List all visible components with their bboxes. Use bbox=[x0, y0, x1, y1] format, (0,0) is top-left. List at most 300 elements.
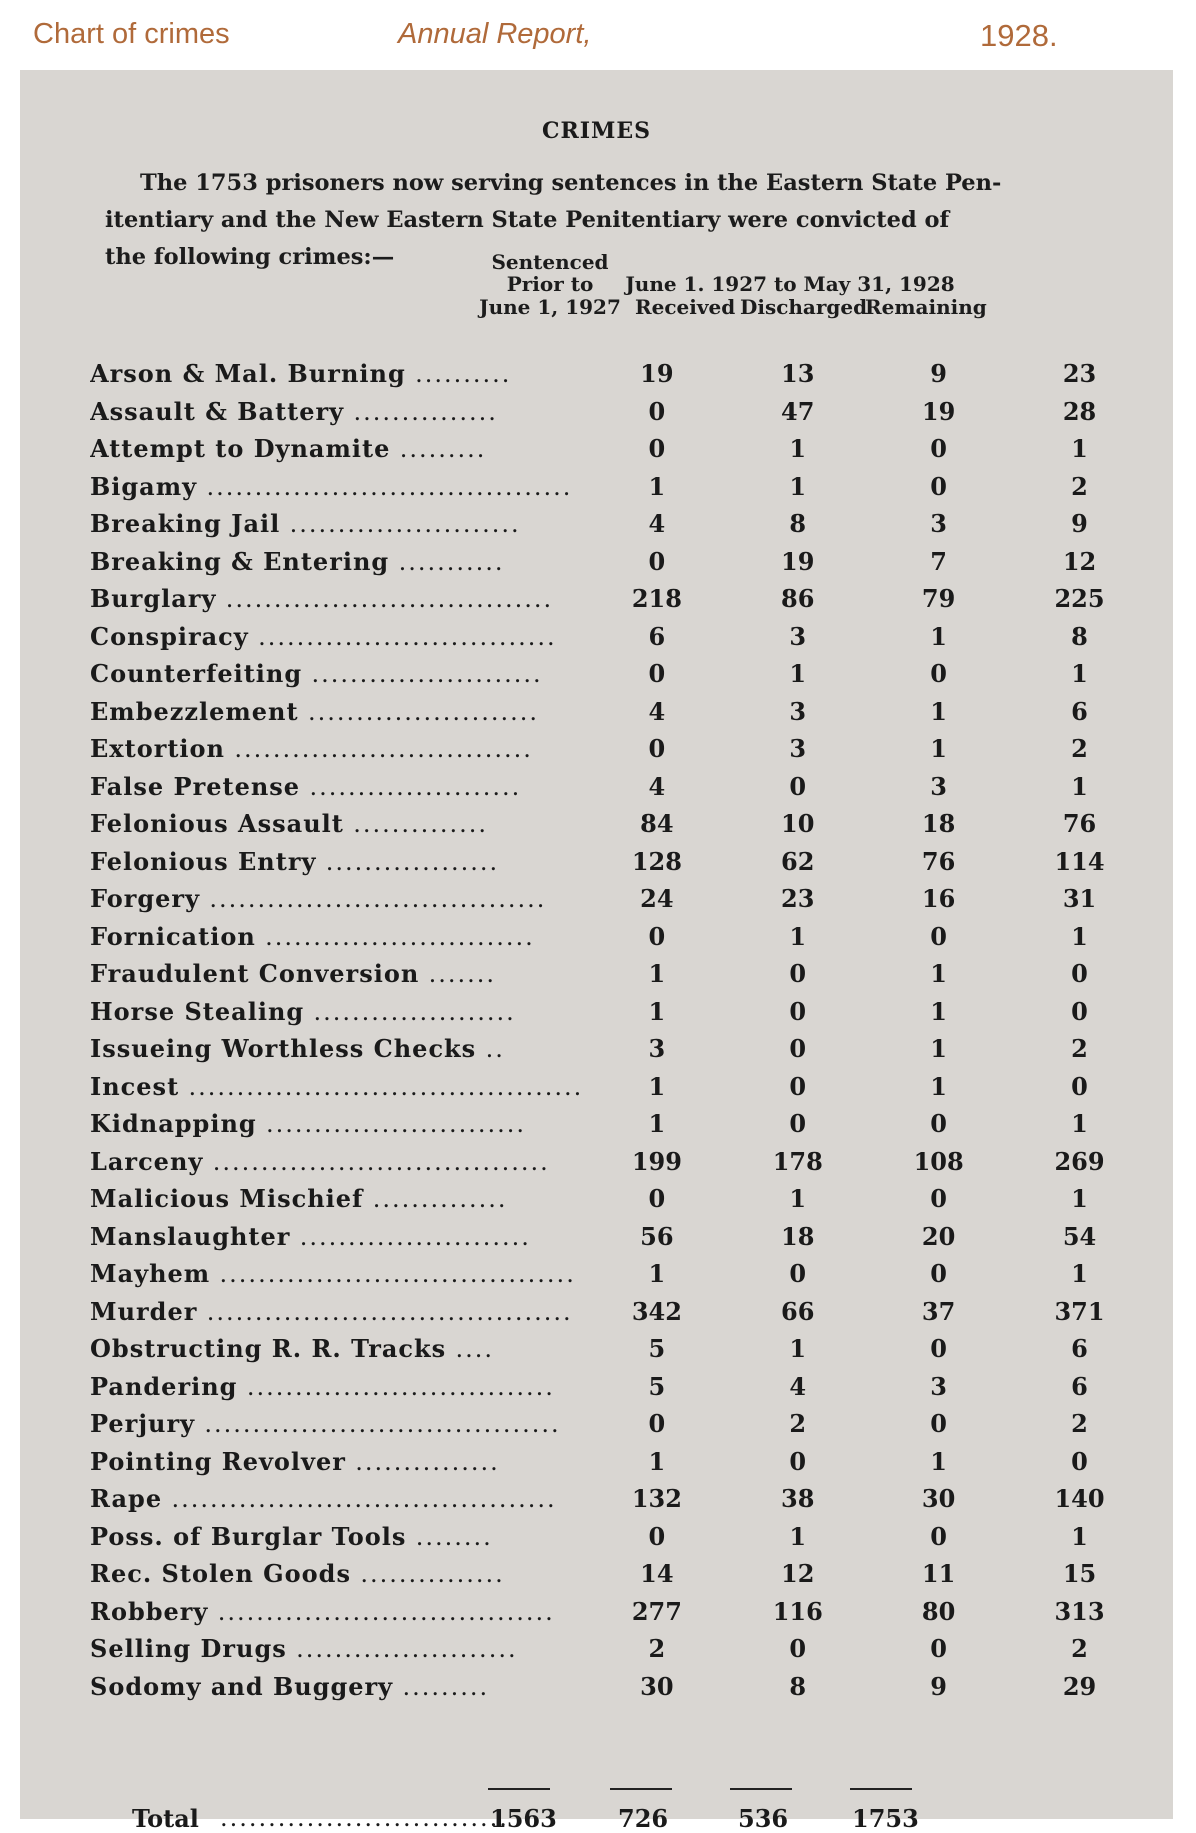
prior-cell: 4 bbox=[648, 771, 666, 801]
col-header-received: Received bbox=[635, 295, 736, 319]
received-cell: 0 bbox=[789, 1259, 807, 1289]
total-prior: 1563 bbox=[490, 1804, 557, 1833]
discharged-cell: 18 bbox=[921, 809, 956, 839]
received-cell: 0 bbox=[789, 771, 807, 801]
remaining-cell: 1 bbox=[1071, 1259, 1088, 1289]
prior-cell: 1 bbox=[648, 1259, 666, 1289]
crime-name-cell bbox=[90, 1218, 586, 1256]
discharged-cell: 11 bbox=[921, 1559, 956, 1589]
prior-cell: 0 bbox=[648, 396, 666, 426]
received-cell: 0 bbox=[789, 1071, 807, 1101]
crime-name: Felonious Assault bbox=[90, 809, 344, 839]
remaining-cell: 313 bbox=[1054, 1596, 1105, 1626]
remaining-cell: 2 bbox=[1071, 1034, 1088, 1064]
leader-dots: ........................ bbox=[299, 1222, 531, 1251]
crime-name: Felonious Entry bbox=[90, 846, 317, 876]
remaining-cell: 2 bbox=[1071, 471, 1088, 501]
remaining-cell: 1 bbox=[1071, 1184, 1088, 1214]
header-year: 1928. bbox=[980, 18, 1058, 53]
crime-name-cell bbox=[90, 355, 586, 393]
received-cell: 19 bbox=[781, 546, 815, 576]
header-left-text: Chart of crimes bbox=[33, 18, 230, 50]
prior-cell: 84 bbox=[640, 809, 674, 839]
received-cell: 13 bbox=[781, 359, 815, 389]
discharged-cell: 0 bbox=[930, 1334, 947, 1364]
table-row bbox=[90, 543, 1150, 581]
total-rule bbox=[730, 1788, 792, 1790]
prior-cell: 5 bbox=[648, 1371, 666, 1401]
crime-name: Forgery bbox=[90, 884, 201, 914]
crime-name: Larceny bbox=[90, 1146, 204, 1176]
remaining-cell: 6 bbox=[1071, 1334, 1088, 1364]
crime-name-cell bbox=[90, 1630, 586, 1668]
remaining-cell: 6 bbox=[1071, 696, 1088, 726]
received-cell: 1 bbox=[789, 1184, 807, 1214]
prior-cell: 1 bbox=[648, 959, 666, 989]
received-cell: 86 bbox=[781, 584, 815, 614]
prior-cell: 128 bbox=[631, 846, 682, 876]
crime-name: Selling Drugs bbox=[90, 1634, 287, 1664]
remaining-cell: 23 bbox=[1062, 359, 1097, 389]
leader-dots: ................................ bbox=[246, 1372, 555, 1401]
leader-dots: ................................... bbox=[212, 1147, 550, 1176]
table-row bbox=[90, 1630, 1150, 1668]
received-cell: 66 bbox=[781, 1296, 815, 1326]
prior-cell: 0 bbox=[648, 546, 666, 576]
discharged-cell: 3 bbox=[930, 509, 947, 539]
remaining-cell: 0 bbox=[1071, 959, 1088, 989]
remaining-cell: 0 bbox=[1071, 996, 1088, 1026]
crime-name-cell bbox=[90, 430, 586, 468]
table-row bbox=[90, 1443, 1150, 1481]
crime-name-cell bbox=[90, 768, 586, 806]
leader-dots: .... bbox=[455, 1335, 495, 1364]
prior-cell: 14 bbox=[640, 1559, 674, 1589]
received-cell: 47 bbox=[781, 396, 815, 426]
discharged-cell: 108 bbox=[913, 1146, 964, 1176]
remaining-cell: 12 bbox=[1062, 546, 1097, 576]
crime-name: Fraudulent Conversion bbox=[90, 959, 420, 989]
received-cell: 0 bbox=[789, 1446, 807, 1476]
total-label: Total bbox=[132, 1804, 199, 1833]
leader-dots: ...................... bbox=[309, 772, 522, 801]
remaining-cell: 371 bbox=[1054, 1296, 1105, 1326]
received-cell: 1 bbox=[789, 1334, 807, 1364]
table-row bbox=[90, 880, 1150, 918]
table-row bbox=[90, 1518, 1150, 1556]
crime-name: Fornication bbox=[90, 921, 256, 951]
crime-name-cell bbox=[90, 468, 586, 506]
crime-name: Conspiracy bbox=[90, 621, 249, 651]
table-row bbox=[90, 993, 1150, 1031]
table-row bbox=[90, 693, 1150, 731]
discharged-cell: 16 bbox=[921, 884, 956, 914]
leader-dots: ........... bbox=[398, 547, 505, 576]
table-row bbox=[90, 1030, 1150, 1068]
received-cell: 12 bbox=[781, 1559, 815, 1589]
remaining-cell: 2 bbox=[1071, 1409, 1088, 1439]
remaining-cell: 1 bbox=[1071, 1521, 1088, 1551]
received-cell: 4 bbox=[789, 1371, 807, 1401]
discharged-cell: 20 bbox=[921, 1221, 956, 1251]
prior-cell: 30 bbox=[640, 1671, 674, 1701]
col-header-remaining: Remaining bbox=[865, 295, 987, 319]
remaining-cell: 6 bbox=[1071, 1371, 1088, 1401]
crime-name: Breaking Jail bbox=[90, 509, 281, 539]
discharged-cell: 9 bbox=[930, 359, 947, 389]
leader-dots: ........................ bbox=[311, 660, 543, 689]
intro-paragraph bbox=[105, 165, 1135, 276]
received-cell: 2 bbox=[789, 1409, 807, 1439]
crime-name-cell bbox=[90, 1443, 586, 1481]
discharged-cell: 0 bbox=[930, 434, 947, 464]
crime-name: Rec. Stolen Goods bbox=[90, 1559, 351, 1589]
table-row bbox=[90, 430, 1150, 468]
table-row bbox=[90, 1143, 1150, 1181]
received-cell: 1 bbox=[789, 659, 807, 689]
leader-dots: .............. bbox=[372, 1185, 508, 1214]
crime-name-cell bbox=[90, 918, 586, 956]
crime-name-cell bbox=[90, 618, 586, 656]
prior-cell: 1 bbox=[648, 1071, 666, 1101]
col-header-discharged: Discharged bbox=[740, 295, 868, 319]
remaining-cell: 29 bbox=[1062, 1671, 1097, 1701]
crime-name: False Pretense bbox=[90, 771, 301, 801]
table-row bbox=[90, 580, 1150, 618]
leader-dots: .................................. bbox=[225, 585, 554, 614]
remaining-cell: 9 bbox=[1071, 509, 1088, 539]
intro-line: the following crimes:— bbox=[105, 244, 395, 270]
discharged-cell: 0 bbox=[930, 471, 947, 501]
leader-dots: .................. bbox=[325, 847, 500, 876]
table-row bbox=[90, 1180, 1150, 1218]
table-row bbox=[90, 1593, 1150, 1631]
prior-cell: 0 bbox=[648, 434, 666, 464]
remaining-cell: 114 bbox=[1054, 846, 1105, 876]
received-cell: 0 bbox=[789, 996, 807, 1026]
discharged-cell: 0 bbox=[930, 1259, 947, 1289]
crime-name: Counterfeiting bbox=[90, 659, 303, 689]
crime-name: Breaking & Entering bbox=[90, 546, 390, 576]
received-cell: 62 bbox=[781, 846, 815, 876]
discharged-cell: 7 bbox=[930, 546, 947, 576]
leader-dots: ........................ bbox=[289, 510, 521, 539]
leader-dots: ........ bbox=[415, 1522, 493, 1551]
discharged-cell: 79 bbox=[921, 584, 956, 614]
received-cell: 1 bbox=[789, 471, 807, 501]
prior-cell: 2 bbox=[648, 1634, 666, 1664]
crime-name-cell bbox=[90, 1030, 586, 1068]
discharged-cell: 76 bbox=[921, 846, 956, 876]
received-cell: 1 bbox=[789, 1521, 807, 1551]
prior-cell: 0 bbox=[648, 921, 666, 951]
leader-dots: ......... bbox=[402, 1672, 490, 1701]
remaining-cell: 0 bbox=[1071, 1071, 1088, 1101]
prior-cell: 0 bbox=[648, 1409, 666, 1439]
leader-dots: ..................................... bbox=[219, 1260, 576, 1289]
discharged-cell: 37 bbox=[921, 1296, 956, 1326]
received-cell: 1 bbox=[789, 434, 807, 464]
prior-cell: 218 bbox=[631, 584, 682, 614]
prior-cell: 132 bbox=[631, 1484, 682, 1514]
discharged-cell: 30 bbox=[921, 1484, 956, 1514]
total-rule bbox=[850, 1788, 912, 1790]
crime-name: Pointing Revolver bbox=[90, 1446, 346, 1476]
crime-name-cell bbox=[90, 655, 586, 693]
table-row bbox=[90, 1293, 1150, 1331]
table-row bbox=[90, 655, 1150, 693]
crime-name-cell bbox=[90, 1480, 586, 1518]
discharged-cell: 1 bbox=[930, 696, 947, 726]
table-row bbox=[90, 1218, 1150, 1256]
table-row bbox=[90, 805, 1150, 843]
prior-cell: 56 bbox=[640, 1221, 674, 1251]
crime-name: Murder bbox=[90, 1296, 198, 1326]
crime-name-cell bbox=[90, 880, 586, 918]
crime-name-cell bbox=[90, 1405, 586, 1443]
crime-name-cell bbox=[90, 1330, 586, 1368]
table-row bbox=[90, 955, 1150, 993]
received-cell: 23 bbox=[781, 884, 815, 914]
leader-dots: ............... bbox=[355, 1447, 500, 1476]
received-cell: 1 bbox=[789, 921, 807, 951]
remaining-cell: 1 bbox=[1071, 771, 1088, 801]
col-header-date: June 1, 1927 bbox=[479, 295, 621, 319]
remaining-cell: 2 bbox=[1071, 734, 1088, 764]
leader-dots: ......................................... bbox=[188, 1072, 584, 1101]
leader-dots: ..................... bbox=[313, 997, 516, 1026]
crime-name: Issueing Worthless Checks bbox=[90, 1034, 477, 1064]
remaining-cell: 28 bbox=[1062, 396, 1097, 426]
crime-name-cell bbox=[90, 1143, 586, 1181]
prior-cell: 4 bbox=[648, 509, 666, 539]
leader-dots: ....................... bbox=[296, 1635, 518, 1664]
crime-name-cell bbox=[90, 805, 586, 843]
intro-line: itentiary and the New Eastern State Penitentiary were convicted of bbox=[105, 207, 950, 233]
leader-dots: ............... bbox=[360, 1560, 505, 1589]
leader-dots: ...................................... bbox=[206, 1297, 573, 1326]
remaining-cell: 140 bbox=[1054, 1484, 1105, 1514]
prior-cell: 342 bbox=[631, 1296, 682, 1326]
discharged-cell: 1 bbox=[930, 996, 947, 1026]
col-header-period: June 1. 1927 to May 31, 1928 bbox=[625, 272, 955, 296]
crime-name: Perjury bbox=[90, 1409, 196, 1439]
leader-dots: ........................ bbox=[307, 697, 540, 726]
crime-name: Incest bbox=[90, 1071, 180, 1101]
crime-name-cell bbox=[90, 1668, 586, 1706]
remaining-cell: 1 bbox=[1071, 659, 1088, 689]
crime-name: Robbery bbox=[90, 1596, 209, 1626]
crime-name-cell bbox=[90, 993, 586, 1031]
crime-name: Extortion bbox=[90, 734, 225, 764]
crimes-table bbox=[90, 355, 1150, 1705]
crime-name: Poss. of Burglar Tools bbox=[90, 1521, 407, 1551]
remaining-cell: 1 bbox=[1071, 1109, 1088, 1139]
leader-dots: ...................................... bbox=[206, 472, 573, 501]
remaining-cell: 225 bbox=[1054, 584, 1105, 614]
discharged-cell: 1 bbox=[930, 621, 947, 651]
crime-name: Bigamy bbox=[90, 471, 198, 501]
discharged-cell: 0 bbox=[930, 1634, 947, 1664]
table-row bbox=[90, 1668, 1150, 1706]
received-cell: 178 bbox=[772, 1146, 823, 1176]
received-cell: 3 bbox=[789, 621, 807, 651]
prior-cell: 0 bbox=[648, 1184, 666, 1214]
remaining-cell: 1 bbox=[1071, 434, 1088, 464]
received-cell: 0 bbox=[789, 1634, 807, 1664]
total-rule bbox=[488, 1788, 550, 1790]
received-cell: 0 bbox=[789, 1034, 807, 1064]
crime-name: Sodomy and Buggery bbox=[90, 1671, 394, 1701]
table-row bbox=[90, 1330, 1150, 1368]
prior-cell: 3 bbox=[648, 1034, 666, 1064]
crime-name-cell bbox=[90, 393, 586, 431]
discharged-cell: 9 bbox=[930, 1671, 947, 1701]
prior-cell: 1 bbox=[648, 996, 666, 1026]
crime-name: Embezzlement bbox=[90, 696, 299, 726]
table-row bbox=[90, 618, 1150, 656]
crime-name-cell bbox=[90, 1180, 586, 1218]
remaining-cell: 0 bbox=[1071, 1446, 1088, 1476]
total-remaining: 1753 bbox=[852, 1804, 919, 1833]
prior-cell: 1 bbox=[648, 471, 666, 501]
document-title: CRIMES bbox=[541, 118, 652, 144]
remaining-cell: 8 bbox=[1071, 621, 1088, 651]
crime-name-cell bbox=[90, 1105, 586, 1143]
received-cell: 0 bbox=[789, 1109, 807, 1139]
discharged-cell: 1 bbox=[930, 1071, 947, 1101]
received-cell: 10 bbox=[781, 809, 815, 839]
prior-cell: 5 bbox=[648, 1334, 666, 1364]
prior-cell: 1 bbox=[648, 1109, 666, 1139]
discharged-cell: 0 bbox=[930, 1109, 947, 1139]
header-middle-text: Annual Report, bbox=[398, 18, 592, 50]
total-dots: .............................. bbox=[220, 1804, 509, 1832]
crime-name-cell bbox=[90, 693, 586, 731]
discharged-cell: 1 bbox=[930, 1034, 947, 1064]
received-cell: 18 bbox=[781, 1221, 815, 1251]
remaining-cell: 1 bbox=[1071, 921, 1088, 951]
crime-name: Arson & Mal. Burning bbox=[90, 359, 406, 389]
crime-name-cell bbox=[90, 1593, 586, 1631]
table-row bbox=[90, 1555, 1150, 1593]
leader-dots: ................................... bbox=[217, 1597, 555, 1626]
received-cell: 0 bbox=[789, 959, 807, 989]
table-row bbox=[90, 918, 1150, 956]
discharged-cell: 80 bbox=[921, 1596, 956, 1626]
leader-dots: ............................... bbox=[258, 622, 557, 651]
crime-name: Manslaughter bbox=[90, 1221, 291, 1251]
prior-cell: 4 bbox=[648, 696, 666, 726]
crime-name: Rape bbox=[90, 1484, 163, 1514]
prior-cell: 19 bbox=[640, 359, 674, 389]
remaining-cell: 269 bbox=[1054, 1146, 1105, 1176]
remaining-cell: 31 bbox=[1062, 884, 1097, 914]
table-row bbox=[90, 355, 1150, 393]
remaining-cell: 2 bbox=[1071, 1634, 1088, 1664]
discharged-cell: 0 bbox=[930, 921, 947, 951]
table-row bbox=[90, 1068, 1150, 1106]
table-row bbox=[90, 730, 1150, 768]
discharged-cell: 3 bbox=[930, 1371, 947, 1401]
discharged-cell: 0 bbox=[930, 1521, 947, 1551]
table-row bbox=[90, 505, 1150, 543]
prior-cell: 0 bbox=[648, 659, 666, 689]
received-cell: 3 bbox=[789, 734, 807, 764]
crime-name-cell bbox=[90, 1255, 586, 1293]
prior-cell: 277 bbox=[631, 1596, 682, 1626]
total-received: 726 bbox=[618, 1804, 669, 1833]
crime-name: Assault & Battery bbox=[90, 396, 345, 426]
crime-name-cell bbox=[90, 1555, 586, 1593]
crime-name-cell bbox=[90, 1368, 586, 1406]
crime-name-cell bbox=[90, 955, 586, 993]
leader-dots: ............................... bbox=[234, 735, 533, 764]
discharged-cell: 3 bbox=[930, 771, 947, 801]
received-cell: 8 bbox=[789, 509, 807, 539]
table-row bbox=[90, 768, 1150, 806]
document-page bbox=[20, 70, 1173, 1833]
received-cell: 3 bbox=[789, 696, 807, 726]
remaining-cell: 76 bbox=[1062, 809, 1097, 839]
leader-dots: ..................................... bbox=[204, 1410, 561, 1439]
leader-dots: .......... bbox=[415, 360, 512, 389]
crime-name-cell bbox=[90, 843, 586, 881]
leader-dots: ........................................ bbox=[171, 1485, 557, 1514]
received-cell: 38 bbox=[781, 1484, 815, 1514]
crime-name-cell bbox=[90, 1293, 586, 1331]
leader-dots: .. bbox=[485, 1035, 505, 1064]
crime-name-cell bbox=[90, 1068, 586, 1106]
prior-cell: 6 bbox=[648, 621, 666, 651]
crime-name: Malicious Mischief bbox=[90, 1184, 364, 1214]
crime-name: Burglary bbox=[90, 584, 217, 614]
table-row bbox=[90, 1255, 1150, 1293]
crime-name: Obstructing R. R. Tracks bbox=[90, 1334, 447, 1364]
leader-dots: ......... bbox=[399, 435, 487, 464]
received-cell: 8 bbox=[789, 1671, 807, 1701]
table-row bbox=[90, 843, 1150, 881]
prior-cell: 0 bbox=[648, 734, 666, 764]
crime-name: Mayhem bbox=[90, 1259, 211, 1289]
table-row bbox=[90, 1105, 1150, 1143]
total-discharged: 536 bbox=[738, 1804, 789, 1833]
table-row bbox=[90, 1368, 1150, 1406]
crime-name: Horse Stealing bbox=[90, 996, 305, 1026]
discharged-cell: 1 bbox=[930, 1446, 947, 1476]
leader-dots: ................................... bbox=[209, 885, 547, 914]
remaining-cell: 15 bbox=[1062, 1559, 1097, 1589]
leader-dots: ............... bbox=[353, 397, 498, 426]
discharged-cell: 1 bbox=[930, 734, 947, 764]
table-row bbox=[90, 1480, 1150, 1518]
crime-name-cell bbox=[90, 1518, 586, 1556]
leader-dots: ....... bbox=[428, 960, 497, 989]
crime-name-cell bbox=[90, 505, 586, 543]
crime-name: Kidnapping bbox=[90, 1109, 257, 1139]
prior-cell: 199 bbox=[631, 1146, 682, 1176]
discharged-cell: 19 bbox=[921, 396, 956, 426]
leader-dots: ............................ bbox=[265, 922, 535, 951]
crime-name-cell bbox=[90, 580, 586, 618]
intro-line: The 1753 prisoners now serving sentences in the Eastern State Pen- bbox=[140, 170, 1002, 196]
remaining-cell: 54 bbox=[1062, 1221, 1097, 1251]
table-row bbox=[90, 1405, 1150, 1443]
discharged-cell: 0 bbox=[930, 659, 947, 689]
received-cell: 116 bbox=[772, 1596, 823, 1626]
discharged-cell: 0 bbox=[930, 1409, 947, 1439]
prior-cell: 24 bbox=[640, 884, 674, 914]
